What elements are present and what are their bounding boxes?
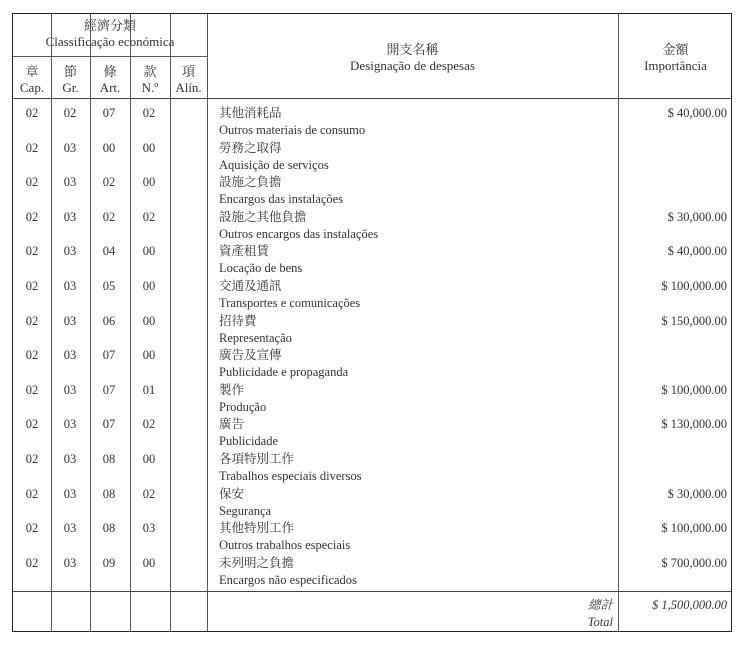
total-label: [588, 597, 613, 631]
code-art: 07: [102, 348, 116, 363]
designation: [219, 278, 360, 312]
designation-zh: 廣告: [219, 417, 245, 432]
code-column-header: [90, 64, 130, 96]
code-gr: 03: [63, 417, 77, 432]
code-n: 00: [142, 140, 156, 155]
designation: [219, 174, 343, 208]
code-gr: 03: [63, 313, 77, 328]
amount: $ 100,000.00: [661, 382, 727, 397]
designation-pt: Transportes e comunicações: [219, 296, 361, 310]
col-pt: Alín.: [175, 80, 202, 95]
code-cap: 02: [25, 106, 39, 120]
code-n: 02: [142, 106, 156, 120]
col-pt: Gr.: [62, 80, 79, 95]
code-cap: 02: [25, 555, 39, 570]
designation-pt: Outros encargos das instalações: [219, 226, 379, 241]
code-gr: 03: [63, 279, 77, 293]
col-zh: 章: [25, 64, 39, 79]
amount: $ 100,000.00: [661, 521, 727, 536]
code-cap: 02: [25, 140, 39, 155]
code-gr: 03: [63, 486, 77, 501]
designation-pt: Segurança: [219, 503, 272, 518]
classification-header: [13, 18, 207, 50]
code-gr: 03: [63, 555, 77, 570]
code-gr: 03: [63, 452, 77, 466]
code-n: 00: [142, 175, 156, 190]
total-pt: Total: [587, 615, 613, 629]
amount-header: [618, 42, 733, 74]
amount: $ 700,000.00: [661, 555, 727, 570]
code-n: 00: [142, 313, 156, 328]
designation-zh: 其他特別工作: [219, 521, 295, 536]
designation-pt: Publicidade: [219, 434, 279, 449]
amount: $ 30,000.00: [667, 209, 727, 224]
code-art: 09: [102, 555, 116, 570]
designation-pt: Encargos não especificados: [219, 572, 357, 587]
designation-zh: 廣告及宣傳: [219, 348, 282, 363]
designation: [219, 451, 362, 485]
code-column-header: [51, 64, 90, 96]
code-n: 01: [142, 382, 156, 397]
divider: [13, 56, 207, 57]
designation-pt: Outros materiais de consumo: [219, 123, 366, 137]
col-pt: N.º: [141, 80, 159, 95]
designation-pt: Representação: [219, 330, 292, 345]
designation-pt: Outros trabalhos especiais: [219, 538, 351, 553]
amount-pt: Importância: [644, 58, 707, 73]
designation: [219, 105, 365, 139]
code-art: 02: [102, 175, 116, 190]
code-gr: 03: [63, 140, 77, 155]
designation: [219, 243, 302, 277]
designation-zh: 資產租賃: [219, 244, 270, 259]
amount: $ 30,000.00: [667, 486, 727, 501]
total-amount: $ 1,500,000.00: [652, 598, 727, 612]
code-cap: 02: [25, 244, 39, 259]
designation-zh: 未列明之負擔: [219, 555, 295, 570]
code-art: 08: [102, 452, 116, 466]
code-n: 02: [142, 417, 156, 432]
classification-zh: 經濟分類: [83, 18, 136, 33]
code-n: 00: [142, 452, 156, 466]
designation-pt: Produção: [219, 399, 267, 414]
col-pt: Cap.: [19, 80, 45, 95]
code-gr: 03: [63, 521, 77, 536]
col-pt: Art.: [99, 80, 121, 95]
total-zh: 總計: [587, 598, 613, 612]
designation-pt: Trabalhos especiais diversos: [219, 469, 362, 483]
code-n: 03: [142, 521, 156, 536]
code-cap: 02: [25, 348, 39, 363]
designation-pt: Publicidade e propaganda: [219, 365, 349, 380]
code-cap: 02: [25, 313, 39, 328]
budget-table: [12, 13, 732, 632]
code-n: 02: [142, 486, 156, 501]
designation-zh: 其他消耗品: [219, 106, 282, 120]
amount: $ 100,000.00: [661, 279, 727, 293]
code-cap: 02: [25, 521, 39, 536]
divider: [170, 14, 171, 631]
designation: [219, 140, 329, 174]
code-cap: 02: [25, 486, 39, 501]
code-gr: 03: [63, 382, 77, 397]
divider: [13, 591, 731, 592]
code-gr: 03: [63, 175, 77, 190]
designation: [219, 209, 378, 243]
designation: [219, 382, 266, 416]
designation-zh: 設施之負擔: [219, 175, 282, 190]
designation: [219, 313, 292, 347]
amount-zh: 金額: [662, 42, 689, 57]
designation-zh: 製作: [219, 382, 245, 397]
code-cap: 02: [25, 382, 39, 397]
code-n: 00: [142, 348, 156, 363]
code-art: 02: [102, 209, 116, 224]
code-art: 05: [102, 279, 116, 293]
code-column-header: [170, 64, 207, 96]
code-art: 04: [102, 244, 116, 259]
amount: $ 130,000.00: [661, 417, 727, 432]
designation-zh: 各項特別工作: [219, 452, 295, 466]
designation: [219, 416, 278, 450]
code-column-header: [130, 64, 170, 96]
amount: $ 40,000.00: [667, 106, 727, 120]
classification-pt: Classificação económica: [45, 34, 175, 49]
code-gr: 03: [63, 209, 77, 224]
code-n: 00: [142, 244, 156, 259]
code-art: 07: [102, 106, 116, 120]
designation-zh: 保安: [219, 486, 245, 501]
col-zh: 項: [181, 64, 195, 79]
designation-header: [207, 42, 618, 74]
designation: [219, 520, 350, 554]
code-gr: 03: [63, 348, 77, 363]
divider: [618, 14, 619, 631]
code-cap: 02: [25, 279, 39, 293]
code-gr: 02: [63, 106, 77, 120]
code-cap: 02: [25, 175, 39, 190]
code-n: 00: [142, 279, 156, 293]
code-cap: 02: [25, 209, 39, 224]
designation-pt: Aquisição de serviços: [219, 157, 329, 172]
designation-zh: 開支名稱: [386, 42, 439, 57]
code-art: 07: [102, 417, 116, 432]
divider: [13, 98, 731, 99]
code-art: 06: [102, 313, 116, 328]
code-cap: 02: [25, 417, 39, 432]
amount: $ 150,000.00: [661, 313, 727, 328]
col-zh: 條: [103, 64, 117, 79]
designation: [219, 486, 271, 520]
designation-pt: Designação de despesas: [350, 58, 475, 73]
code-n: 00: [142, 555, 156, 570]
designation-pt: Locação de bens: [219, 261, 303, 276]
divider: [207, 14, 208, 631]
designation: [219, 347, 348, 381]
code-gr: 03: [63, 244, 77, 259]
designation: [219, 555, 357, 589]
code-art: 07: [102, 382, 116, 397]
designation-pt: Encargos das instalações: [219, 192, 344, 207]
code-cap: 02: [25, 452, 39, 466]
code-art: 00: [102, 140, 116, 155]
designation-zh: 勞務之取得: [219, 140, 282, 155]
code-art: 08: [102, 486, 116, 501]
amount: $ 40,000.00: [667, 244, 727, 259]
code-column-header: [13, 64, 51, 96]
code-n: 02: [142, 209, 156, 224]
designation-zh: 招待費: [219, 313, 257, 328]
code-art: 08: [102, 521, 116, 536]
col-zh: 節: [63, 64, 77, 79]
col-zh: 款: [143, 64, 157, 79]
designation-zh: 交通及通訊: [219, 279, 282, 293]
designation-zh: 設施之其他負擔: [219, 209, 307, 224]
